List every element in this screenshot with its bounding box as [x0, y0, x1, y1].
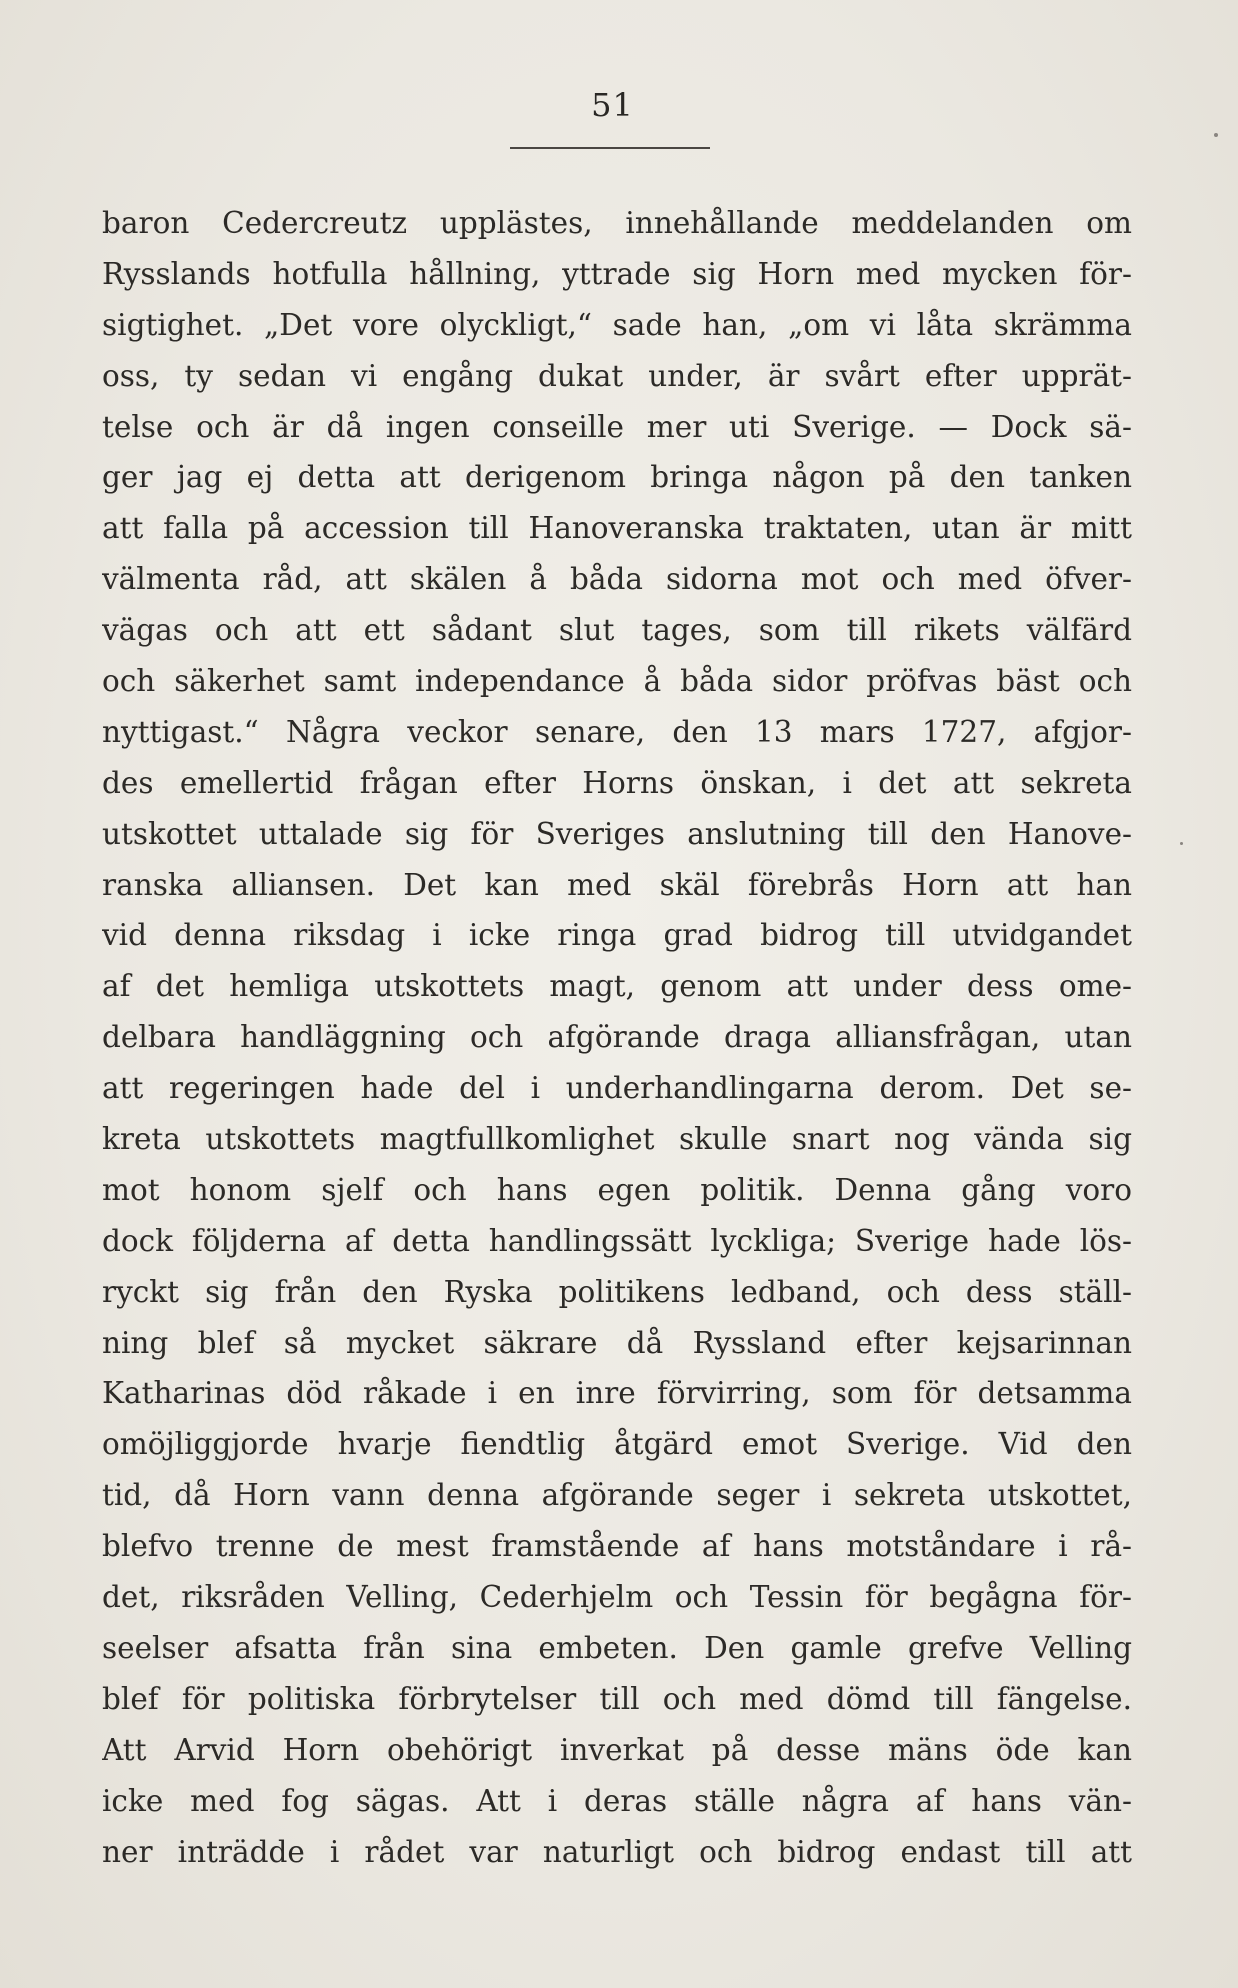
text-line: välmenta råd, att skälen å båda sidorna mot och med öfver-	[102, 562, 1132, 597]
text-line: ning blef så mycket säkrare då Ryssland efter kejsarinnan	[102, 1325, 1132, 1360]
text-line: des emellertid frågan efter Horns önskan, i det att sekreta	[102, 765, 1132, 800]
text-line: dock följderna af detta handlingssätt lyckliga; Sverige hade lös-	[102, 1223, 1132, 1258]
text-line: telse och är då ingen conseille mer uti Sverige. — Dock sä-	[102, 409, 1132, 444]
text-line: nyttigast.“ Några veckor senare, den 13 mars 1727, afgjor-	[102, 714, 1132, 749]
text-line: det, riksråden Velling, Cederhjelm och Tessin för begågna för-	[102, 1580, 1132, 1615]
paper-speck	[1180, 842, 1183, 845]
text-line: att regeringen hade del i underhandlingarna derom. Det se-	[102, 1071, 1132, 1106]
text-line: Rysslands hotfulla hållning, yttrade sig Horn med mycken för-	[102, 256, 1132, 291]
text-line: mot honom sjelf och hans egen politik. Denna gång voro	[102, 1172, 1132, 1207]
text-line: vägas och att ett sådant slut tages, som till rikets välfärd	[102, 613, 1132, 648]
text-line: omöjliggjorde hvarje fiendtlig åtgärd emot Sverige. Vid den	[102, 1427, 1132, 1462]
text-line: ranska alliansen. Det kan med skäl förebrås Horn att han	[102, 867, 1132, 902]
header-rule	[510, 147, 710, 149]
text-line: och säkerhet samt independance å båda sidor pröfvas bäst och	[102, 664, 1132, 699]
text-line: ryckt sig från den Ryska politikens ledband, och dess ställ-	[102, 1274, 1132, 1309]
text-line: vid denna riksdag i icke ringa grad bidrog till utvidgandet	[102, 918, 1132, 953]
text-line: icke med fog sägas. Att i deras ställe några af hans vän-	[102, 1783, 1132, 1818]
text-line: oss, ty sedan vi engång dukat under, är svårt efter upprät-	[102, 358, 1132, 393]
text-line: kreta utskottets magtfullkomlighet skulle snart nog vända sig	[102, 1122, 1132, 1157]
text-line: blefvo trenne de mest framstående af hans motståndare i rå-	[102, 1529, 1132, 1564]
text-line: utskottet uttalade sig för Sveriges anslutning till den Hanove-	[102, 816, 1132, 851]
text-line: ner inträdde i rådet var naturligt och bidrog endast till att	[102, 1834, 1132, 1869]
text-line: sigtighet. „Det vore olyckligt,“ sade han, „om vi låta skrämma	[102, 307, 1132, 342]
text-line: delbara handläggning och afgörande draga alliansfrågan, utan	[102, 1020, 1132, 1055]
text-line: tid, då Horn vann denna afgörande seger i sekreta utskottet,	[102, 1478, 1132, 1513]
paper-speck	[1214, 133, 1218, 137]
text-line: baron Cedercreutz upplästes, innehållande meddelanden om	[102, 206, 1132, 240]
text-line: att falla på accession till Hanoveranska traktaten, utan är mitt	[102, 511, 1132, 546]
text-line: blef för politiska förbrytelser till och med dömd till fängelse.	[102, 1681, 1132, 1716]
text-line: af det hemliga utskottets magt, genom att under dess ome-	[102, 969, 1132, 1004]
body-text	[102, 198, 1132, 1877]
text-line: seelser afsatta från sina embeten. Den gamle grefve Velling	[102, 1630, 1132, 1665]
page-number: 51	[591, 86, 634, 124]
text-line: Katharinas död råkade i en inre förvirring, som för detsamma	[102, 1376, 1132, 1411]
text-line: ger jag ej detta att derigenom bringa någon på den tanken	[102, 460, 1132, 495]
text-line: Att Arvid Horn obehörigt inverkat på desse mäns öde kan	[102, 1732, 1132, 1767]
